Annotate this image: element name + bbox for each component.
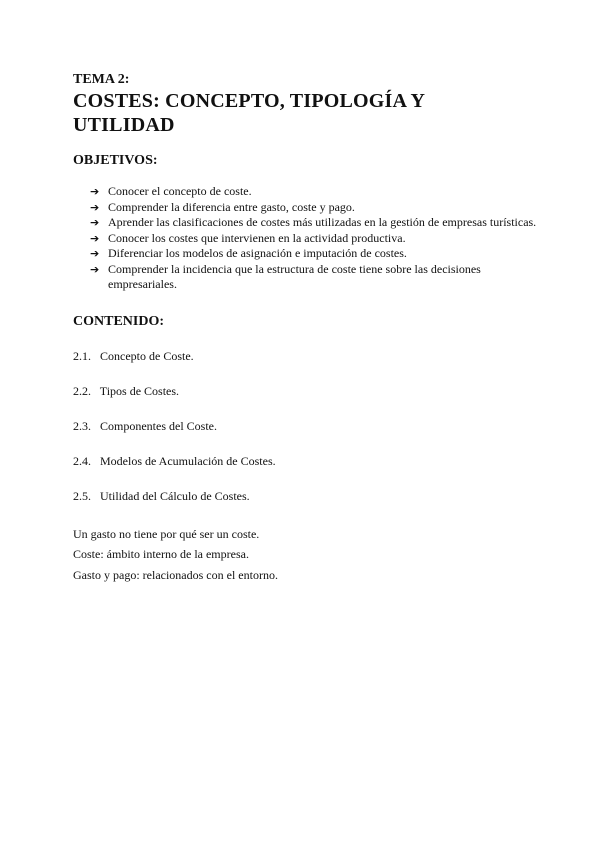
objective-item xyxy=(90,200,543,216)
document-title-line-2: UTILIDAD xyxy=(73,114,175,136)
contents-item-label: Tipos de Costes. xyxy=(99,383,180,398)
objective-item xyxy=(90,184,543,200)
document-title xyxy=(73,89,543,137)
contents-item-label: Concepto de Coste. xyxy=(100,348,194,363)
arrow-right-icon: ➔ xyxy=(90,262,100,276)
note-line: Un gasto no tiene por qué ser un coste. xyxy=(73,526,260,541)
objective-text: Comprender la incidencia que la estructura de coste tiene sobre las decisiones empresariales. xyxy=(108,261,481,291)
contents-item xyxy=(73,384,543,399)
contents-item-number: 2.4. xyxy=(73,453,91,468)
objective-text: Comprender la diferencia entre gasto, coste y pago. xyxy=(108,199,355,214)
objective-item xyxy=(90,231,543,247)
notes-block xyxy=(73,524,543,586)
note-line: Gasto y pago: relacionados con el entorno. xyxy=(73,567,278,582)
arrow-right-icon: ➔ xyxy=(90,216,100,229)
contents-item-number: 2.5. xyxy=(73,488,91,503)
contents-item-number: 2.1. xyxy=(73,348,91,363)
contents-item-number: 2.2. xyxy=(73,383,91,398)
arrow-right-icon: ➔ xyxy=(90,185,100,198)
arrow-right-icon: ➔ xyxy=(90,247,100,260)
arrow-right-icon: ➔ xyxy=(90,200,100,214)
objective-item xyxy=(90,262,543,293)
tema-label: TEMA 2: xyxy=(73,72,130,87)
document-title-line-1: COSTES: CONCEPTO, TIPOLOGÍA Y xyxy=(73,90,426,112)
document-page xyxy=(73,71,543,585)
contents-item xyxy=(73,454,543,469)
objective-text: Conocer los costes que intervienen en la actividad productiva. xyxy=(108,230,406,245)
contents-item xyxy=(73,419,543,434)
objective-text: Conocer el concepto de coste. xyxy=(108,184,252,198)
contents-item-number: 2.3. xyxy=(73,418,91,433)
objective-item xyxy=(90,246,543,262)
contents-item xyxy=(73,489,543,504)
contents-heading: CONTENIDO: xyxy=(73,313,165,329)
arrow-right-icon: ➔ xyxy=(90,231,100,245)
contents-item xyxy=(73,349,543,364)
contents-item-label: Utilidad del Cálculo de Costes. xyxy=(100,488,250,503)
note-line: Coste: ámbito interno de la empresa. xyxy=(73,547,249,561)
objective-item xyxy=(90,215,543,231)
contents-item-label: Componentes del Coste. xyxy=(100,418,217,433)
objective-text: Aprender las clasificaciones de costes más utilizadas en la gestión de empresas turísticas. xyxy=(108,215,537,229)
objectives-list xyxy=(73,184,543,293)
contents-list xyxy=(73,349,543,504)
objectives-heading: OBJETIVOS: xyxy=(73,153,158,168)
objective-text: Diferenciar los modelos de asignación e imputación de costes. xyxy=(108,246,407,260)
contents-item-label: Modelos de Acumulación de Costes. xyxy=(100,453,276,468)
